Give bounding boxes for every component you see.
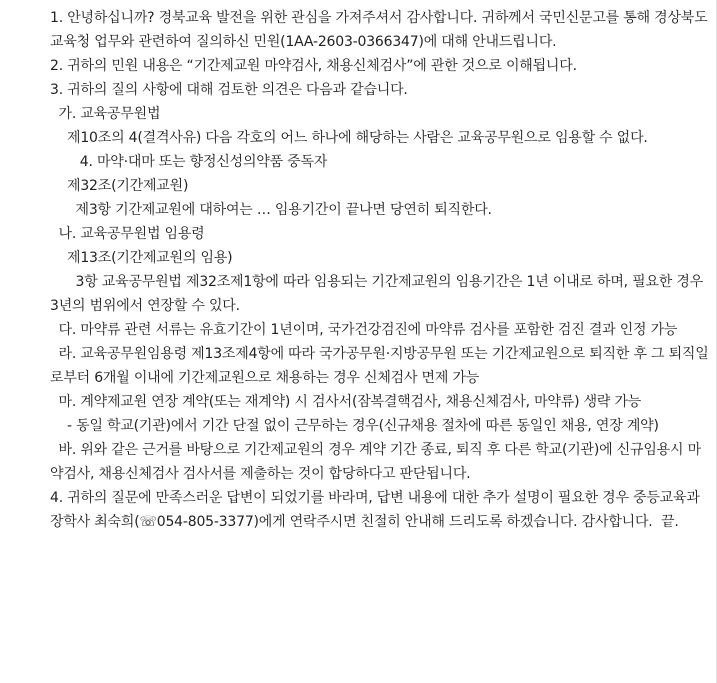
paragraph-4-closing: 4. 귀하의 질문에 만족스러운 답변이 되었기를 바라며, 답변 내용에 대한 추가 설명이 필요한 경우 중등교육과 장학사 최숙희(☏054-805-3377)에게 연락주시면 친절히 안내해 드리도록 하겠습니다. 감사합니다. 끝. [50, 490, 704, 530]
article-32-heading: 제32조(기간제교원) [50, 178, 189, 194]
article-32-clause-3: 제3항 기간제교원에 대하여는 … 임용기간이 끝나면 당연히 퇴직한다. [50, 202, 492, 218]
section-na-heading: 나. 교육공무원법 임용령 [50, 226, 205, 242]
section-ma-text: 마. 계약제교원 연장 계약(또는 재계약) 시 검사서(잠복결핵검사, 채용신체검사, 마약류) 생략 가능 [50, 394, 642, 410]
paragraph-3-review-intro: 3. 귀하의 질의 사항에 대해 검토한 의견은 다음과 같습니다. [50, 82, 408, 98]
article-10-4-text: 제10조의 4(결격사유) 다음 각호의 어느 하나에 해당하는 사람은 교육공무원으로 임용할 수 없다. [50, 130, 648, 146]
article-13-heading: 제13조(기간제교원의 임용) [50, 250, 233, 266]
section-da-text: 다. 마약류 관련 서류는 유효기간이 1년이며, 국가건강검진에 마약류 검사를 포함한 검진 결과 인정 가능 [50, 322, 678, 338]
section-ra-text: 라. 교육공무원임용령 제13조제4항에 따라 국가공무원·지방공무원 또는 기간제교원으로 퇴직한 후 그 퇴직일로부터 6개월 이내에 기간제교원으로 채용하는 경우 신체검사 면제 가능 [50, 346, 709, 386]
article-13-clause-3: 3항 교육공무원법 제32조제1항에 따라 임용되는 기간제교원의 임용기간은 1년 이내로 하며, 필요한 경우 3년의 범위에서 연장할 수 있다. [50, 274, 708, 314]
paragraph-1-greeting: 1. 안녕하십니까? 경북교육 발전을 위한 관심을 가져주셔서 감사합니다. 귀하께서 국민신문고를 통해 경상북도교육청 업무와 관련하여 질의하신 민원(1AA-2603-0366347)에 대해 안내드립니다. [50, 10, 708, 50]
section-ba-text: 바. 위와 같은 근거를 바탕으로 기간제교원의 경우 계약 기간 종료, 퇴직 후 다른 학교(기관)에 신규임용시 마약검사, 채용신체검사 검사서를 제출하는 것이 합당하다고 판단됩니다. [50, 442, 701, 482]
section-ma-subitem: - 동일 학교(기관)에서 기간 단절 없이 근무하는 경우(신규채용 절차에 따른 동일인 채용, 연장 계약) [50, 418, 659, 434]
article-10-4-item-4: 4. 마약·대마 또는 향정신성의약품 중독자 [50, 154, 328, 170]
paragraph-2-summary: 2. 귀하의 민원 내용은 “기간제교원 마약검사, 채용신체검사”에 관한 것으로 이해됩니다. [50, 58, 577, 74]
section-ga-heading: 가. 교육공무원법 [50, 106, 161, 122]
